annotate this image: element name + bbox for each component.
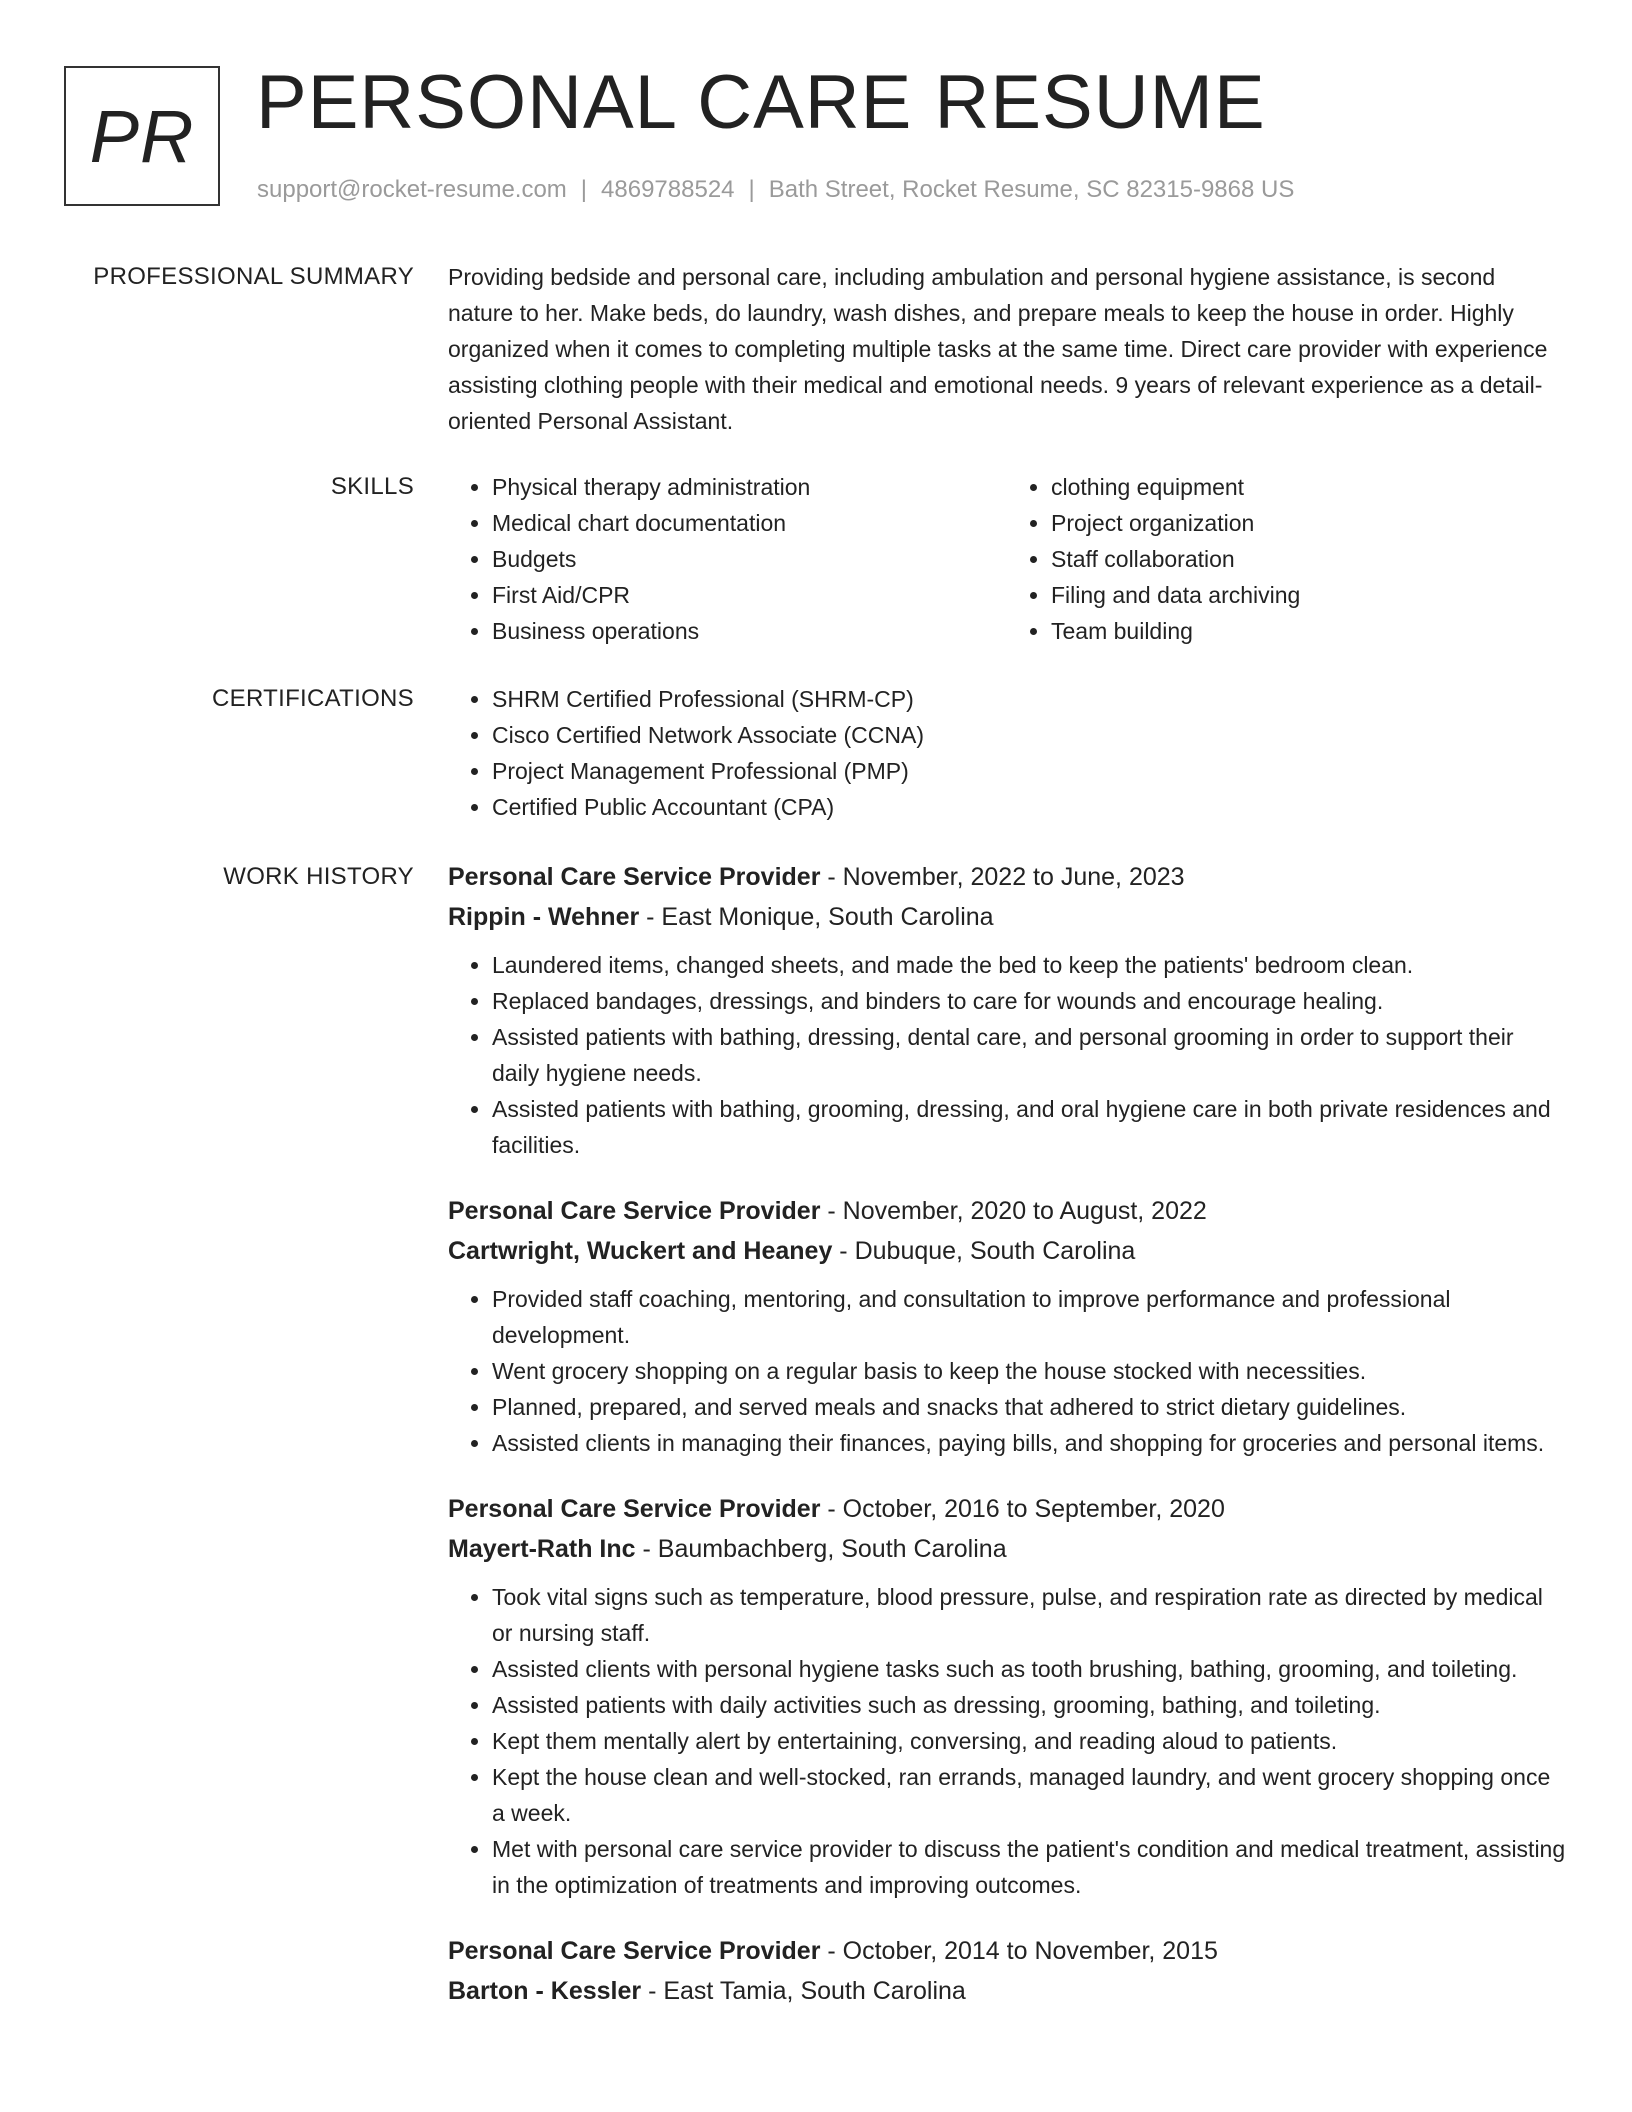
job-duty-item: • Went grocery shopping on a regular basis to keep the house stocked with necessities. [492,1353,1566,1389]
job-duty-item: • Provided staff coaching, mentoring, and consultation to improve performance and professional development. [492,1281,1566,1353]
certification-item: • Project Management Professional (PMP) [492,753,1566,789]
contact-line [257,174,1294,206]
summary-text: Providing bedside and personal care, including ambulation and personal hygiene assistance, is second nature to her. Make beds, do laundry, wash dishes, and prepare meals to keep the house in order. Highly organized when it comes to completing multiple tasks at the same time. Direct care provider with experience assisting clothing people with their medical and emotional needs. 9 years of relevant experience as a detail-oriented Personal Assistant. [448,264,1548,434]
job-duty-item: • Assisted patients with bathing, grooming, dressing, and oral hygiene care in both private residences and facilities. [492,1091,1566,1163]
job-dates: - October, 2014 to November, 2015 [820,1937,1218,1965]
skill-item: • Team building [1051,613,1566,649]
contact-email: support@rocket-resume.com [257,176,567,203]
job-entry [448,857,1566,1163]
work-history-body [448,857,1566,2039]
job-duty-item: • Planned, prepared, and served meals and snacks that adhered to strict dietary guidelines. [492,1389,1566,1425]
skill-item: • Medical chart documentation [492,505,1007,541]
job-entry [448,1931,1566,2011]
skill-item: • Budgets [492,541,1007,577]
job-duty-item: • Assisted clients in managing their finances, paying bills, and shopping for groceries and personal items. [492,1425,1566,1461]
job-duty-item: • Met with personal care service provider to discuss the patient's condition and medical treatment, assisting in the optimization of treatments and improving outcomes. [492,1831,1566,1903]
monogram-initials: PR [89,94,195,178]
job-title-line [448,1489,1566,1529]
certifications-list [448,681,1566,825]
job-entry [448,1191,1566,1461]
job-company-line [448,1529,1566,1569]
job-company: Cartwright, Wuckert and Heaney [448,1237,833,1265]
job-duties [448,1579,1566,1903]
job-title-line [448,857,1566,897]
job-duty-item: • Kept them mentally alert by entertaining, conversing, and reading aloud to patients. [492,1723,1566,1759]
skills-columns [448,469,1566,649]
job-company-line [448,1231,1566,1271]
certifications-body [448,681,1566,825]
skills-label: SKILLS [330,473,414,500]
work-history-label: WORK HISTORY [223,863,414,890]
job-title: Personal Care Service Provider [448,1495,821,1523]
skills-list-left [448,469,1007,649]
job-duties [448,947,1566,1163]
job-duty-item: • Took vital signs such as temperature, blood pressure, pulse, and respiration rate as directed by medical or nursing staff. [492,1579,1566,1651]
skill-item: • First Aid/CPR [492,577,1007,613]
job-title-line [448,1931,1566,1971]
skill-item: • Physical therapy administration [492,469,1007,505]
job-duty-item: • Laundered items, changed sheets, and made the bed to keep the patients' bedroom clean. [492,947,1566,983]
job-duty-item: • Kept the house clean and well-stocked, ran errands, managed laundry, and went grocery shopping once a week. [492,1759,1566,1831]
job-title: Personal Care Service Provider [448,1937,821,1965]
job-dates: - November, 2020 to August, 2022 [820,1197,1207,1225]
job-dates: - November, 2022 to June, 2023 [820,863,1185,891]
job-location: - Dubuque, South Carolina [832,1237,1136,1265]
job-duty-item: • Assisted patients with daily activities such as dressing, grooming, bathing, and toileting. [492,1687,1566,1723]
job-duty-item: • Assisted clients with personal hygiene tasks such as tooth brushing, bathing, grooming, and toileting. [492,1651,1566,1687]
contact-phone: 4869788524 [601,176,735,203]
job-entry [448,1489,1566,1903]
job-location: - East Monique, South Carolina [639,903,994,931]
job-title: Personal Care Service Provider [448,1197,821,1225]
certification-item: • Certified Public Accountant (CPA) [492,789,1566,825]
certifications-label: CERTIFICATIONS [212,685,414,712]
job-duty-item: • Replaced bandages, dressings, and binders to care for wounds and encourage healing. [492,983,1566,1019]
certification-item: • Cisco Certified Network Associate (CCNA) [492,717,1566,753]
job-company-line [448,897,1566,937]
job-company: Rippin - Wehner [448,903,640,931]
skills-body [448,469,1566,649]
summary-body [448,259,1566,439]
contact-separator: | [748,176,755,203]
job-company: Mayert-Rath Inc [448,1535,636,1563]
skill-item: • clothing equipment [1051,469,1566,505]
skill-item: • Staff collaboration [1051,541,1566,577]
skill-item: • Business operations [492,613,1007,649]
job-dates: - October, 2016 to September, 2020 [820,1495,1225,1523]
skill-item: • Project organization [1051,505,1566,541]
job-title: Personal Care Service Provider [448,863,821,891]
monogram-box [64,66,220,206]
certification-item: • SHRM Certified Professional (SHRM-CP) [492,681,1566,717]
contact-separator: | [580,176,588,203]
skills-list-right [1007,469,1566,649]
job-company-line [448,1971,1566,2011]
job-company: Barton - Kessler [448,1977,642,2005]
skill-item: • Filing and data archiving [1051,577,1566,613]
contact-address: Bath Street, Rocket Resume, SC 82315-9868 US [768,176,1295,203]
job-duty-item: • Assisted patients with bathing, dressing, dental care, and personal grooming in order to support their daily hygiene needs. [492,1019,1566,1091]
job-location: - East Tamia, South Carolina [641,1977,966,2005]
job-duties [448,1281,1566,1461]
job-location: - Baumbachberg, South Carolina [635,1535,1007,1563]
summary-label: PROFESSIONAL SUMMARY [93,263,414,290]
job-title-line [448,1191,1566,1231]
resume-title: PERSONAL CARE RESUME [256,60,1266,145]
